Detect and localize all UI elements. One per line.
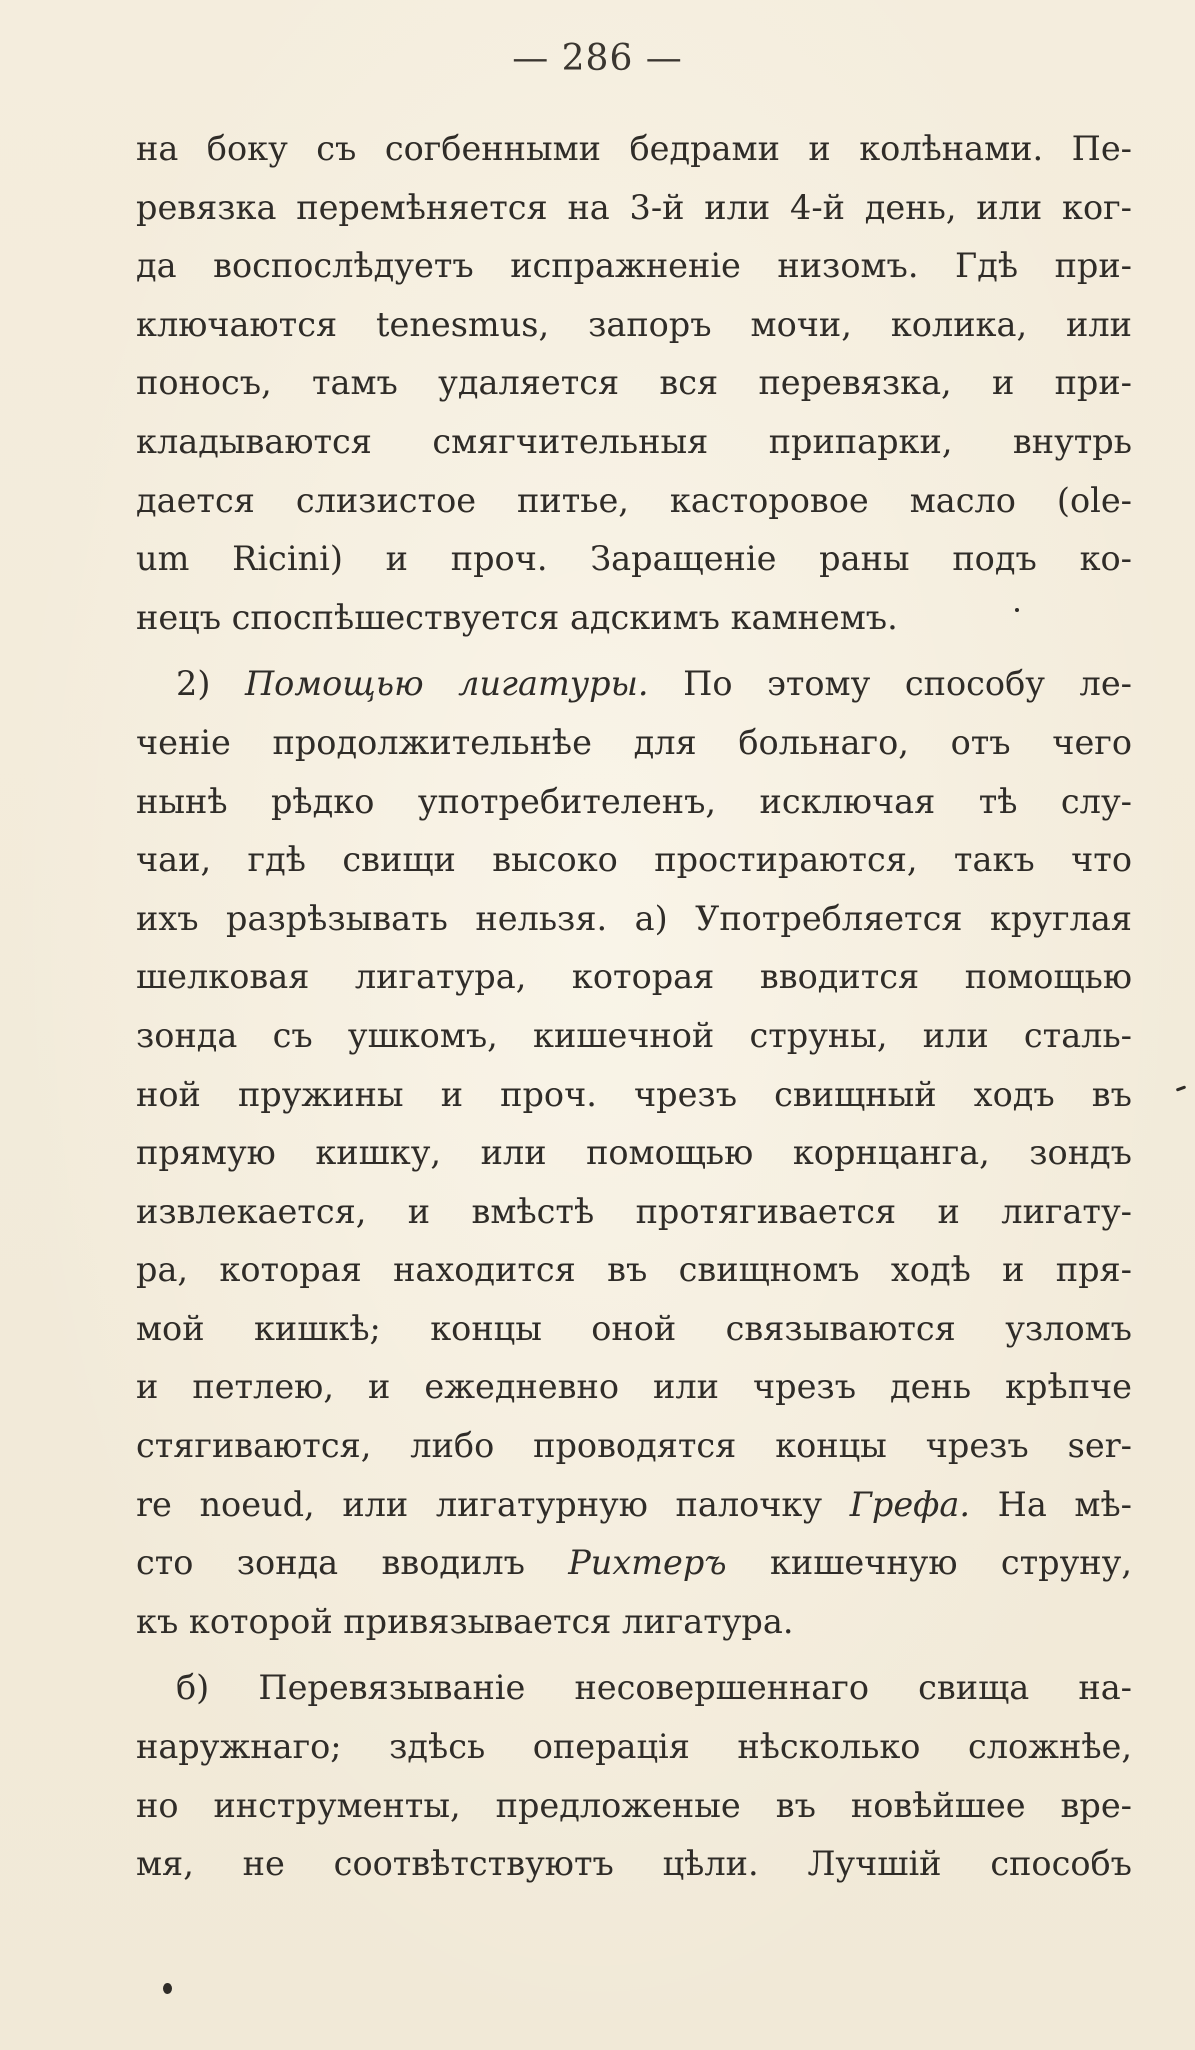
text-line: ченіе продолжительнѣе для больнаго, отъ чего — [136, 722, 1132, 762]
text-line: ключаются tenesmus, запоръ мочи, колика, или — [136, 304, 1132, 344]
text-line: зонда съ ушкомъ, кишечной струны, или сталь- — [136, 1015, 1132, 1055]
text-line: ихъ разрѣзывать нельзя. а) Употребляется круглая — [136, 898, 1132, 938]
text-line: шелковая лигатура, которая вводится помощью — [136, 957, 1132, 997]
ink-speck — [163, 1983, 172, 1994]
page-number: — 286 — — [512, 38, 683, 79]
text-line: поносъ, тамъ удаляется вся перевязка, и при- — [136, 363, 1132, 403]
paragraph-1 — [136, 120, 1132, 647]
ink-speck — [1176, 1085, 1186, 1091]
text-fragment: По этому способу ле- — [648, 664, 1132, 704]
text-line: да воспослѣдуетъ испражненіе низомъ. Гдѣ при- — [136, 246, 1132, 286]
text-line: нецъ споспѣшествуется адскимъ камнемъ. — [136, 597, 898, 637]
text-line: наружнаго; здѣсь операція нѣсколько сложнѣе, — [136, 1727, 1132, 1767]
section-heading-italic: Помощью лигатуры. — [244, 664, 649, 704]
text-line: ревязка перемѣняется на 3-й или 4-й день, или ког- — [136, 187, 1132, 227]
text-line — [136, 655, 1132, 714]
text-fragment: re noeud, или лигатурную палочку — [136, 1484, 850, 1524]
text-line: ра, которая находится въ свищномъ ходѣ и пря- — [136, 1250, 1132, 1290]
ink-speck — [1015, 608, 1019, 612]
text-line: дается слизистое питье, касторовое масло (ole- — [136, 480, 1132, 520]
text-line: къ которой привязывается лигатура. — [136, 1601, 794, 1641]
text-line: um Ricini) и проч. Заращеніе раны подъ ко- — [136, 539, 1132, 579]
text-line: чаи, гдѣ свищи высоко простираются, такъ что — [136, 840, 1132, 880]
text-line: и петлею, и ежедневно или чрезъ день крѣпче — [136, 1367, 1132, 1407]
list-marker: 2) — [176, 664, 245, 704]
text-line: мой кишкѣ; концы оной связываются узломъ — [136, 1308, 1132, 1348]
text-line — [136, 1476, 1132, 1535]
text-line: кладываются смягчительныя припарки, внутрь — [136, 421, 1132, 461]
text-line: ной пружины и проч. чрезъ свищный ходъ въ — [136, 1074, 1132, 1114]
text-fragment: сто зонда вводилъ — [136, 1543, 569, 1583]
text-line: на боку съ согбенными бедрами и колѣнами. Пе- — [136, 129, 1132, 168]
text-line: прямую кишку, или помощью корнцанга, зондъ — [136, 1133, 1132, 1173]
page-text — [136, 120, 1132, 1894]
text-line: стягиваются, либо проводятся концы чрезъ ser- — [136, 1426, 1132, 1466]
text-fragment: кишечную струну, — [726, 1543, 1132, 1583]
text-line: нынѣ рѣдко употребителенъ, исключая тѣ слу- — [136, 781, 1132, 821]
author-name-italic: Грефа. — [849, 1484, 970, 1524]
text-fragment: На мѣ- — [969, 1484, 1132, 1524]
paragraph-2 — [136, 655, 1132, 1651]
text-line: извлекается, и вмѣстѣ протягивается и лигату- — [136, 1191, 1132, 1231]
author-name-italic: Рихтеръ — [568, 1543, 727, 1583]
text-line: б) Перевязываніе несовершеннаго свища на- — [176, 1668, 1132, 1708]
text-line: мя, не соотвѣтствуютъ цѣли. Лучшій способъ — [136, 1844, 1132, 1884]
paragraph-3 — [136, 1659, 1132, 1893]
text-line: но инструменты, предложеные въ новѣйшее вре- — [136, 1785, 1132, 1825]
text-line — [136, 1534, 1132, 1593]
